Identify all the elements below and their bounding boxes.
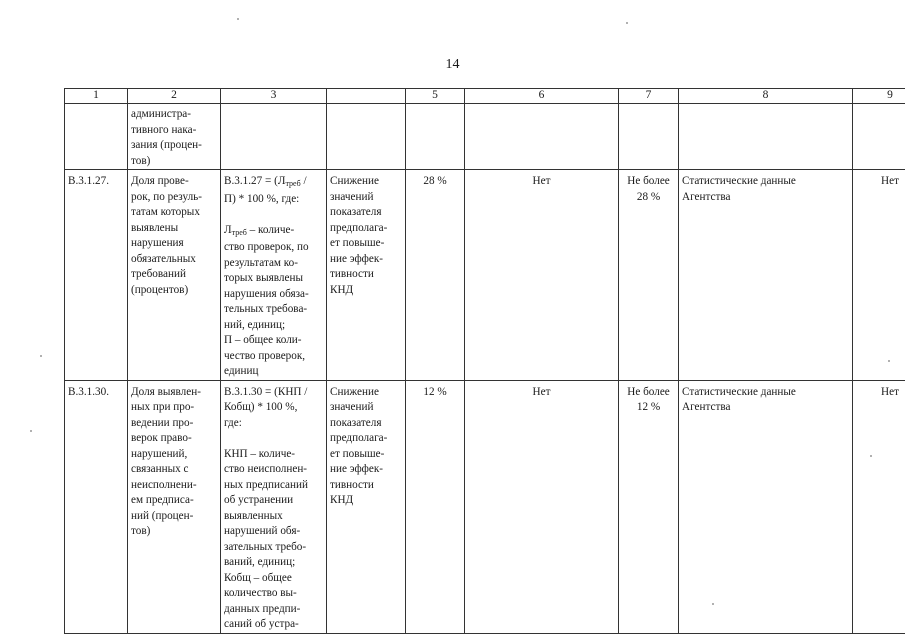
formula-text: / П) * 100 %, где: [224, 175, 307, 205]
column-header: 6 [465, 89, 619, 104]
cell-col6: Нет [465, 170, 619, 381]
cell-source: Статистические данные Агентства [679, 380, 853, 633]
column-header [327, 89, 406, 104]
column-header: 9 [853, 89, 905, 104]
cell-indicator-name: Доля прове- рок, по резуль- татам которых выявлены нарушения обязательных требований (процентов) [128, 170, 221, 381]
cell-col6: Нет [465, 380, 619, 633]
cell-source: Статистические данные Агентства [679, 170, 853, 381]
formula-definition: Кобщ – общее количество вы- данных предпи- саний об устра- [224, 571, 301, 630]
cell-base-value: 12 % [406, 380, 465, 633]
cell-note [327, 104, 406, 170]
scan-speck [626, 22, 628, 24]
column-header: 1 [65, 89, 128, 104]
cell-col9: Нет [853, 380, 905, 633]
cell-base-value [406, 104, 465, 170]
scan-speck [237, 18, 239, 20]
formula-subscript: треб [285, 179, 301, 188]
scan-speck [870, 455, 872, 457]
column-header: 7 [619, 89, 679, 104]
table-row [65, 170, 905, 381]
scan-speck [30, 430, 32, 432]
formula-definition: П – общее коли- чество проверок, единиц [224, 334, 306, 377]
cell-code [65, 104, 128, 170]
formula-definition: – количе- ство проверок, по результатам ко- торых выявлены нарушения обяза- тельных требова- ний, единиц; [224, 223, 309, 331]
cell-col6 [465, 104, 619, 170]
cell-formula [221, 380, 327, 633]
scan-speck [888, 360, 890, 362]
cell-target: Не более 28 % [619, 170, 679, 381]
cell-source [679, 104, 853, 170]
header-row [65, 89, 905, 104]
indicators-table [64, 88, 905, 634]
page-number: 14 [445, 57, 460, 72]
cell-note: Снижение значений показателя предполага- ет повыше- ние эффек- тивности КНД [327, 380, 406, 633]
formula-definition: КНП – количе- ство неисполнен- ных предписаний об устранении выявленных нарушений обя- зательных требо- ваний, единиц; [224, 447, 308, 568]
cell-col9 [853, 104, 905, 170]
column-header: 8 [679, 89, 853, 104]
formula-text: В.3.1.30 = (КНП / Кобщ) * 100 %, где: [224, 385, 308, 429]
column-header: 2 [128, 89, 221, 104]
cell-formula [221, 170, 327, 381]
scan-speck [40, 355, 42, 357]
cell-col9: Нет [853, 170, 905, 381]
formula-subscript: треб [231, 227, 247, 237]
cell-code: В.3.1.30. [65, 380, 128, 633]
cell-formula [221, 104, 327, 170]
cell-indicator-name: администра- тивного нака- зания (процен- тов) [128, 104, 221, 170]
cell-target [619, 104, 679, 170]
cell-base-value: 28 % [406, 170, 465, 381]
cell-indicator-name: Доля выявлен- ных при про- ведении про- верок право- нарушений, связанных с неисполнени- ем предписа- ний (процен- тов) [128, 380, 221, 633]
cell-code: В.3.1.27. [65, 170, 128, 381]
table-row [65, 380, 905, 633]
formula-text: В.3.1.27 = (Л [224, 175, 286, 187]
cell-target: Не более 12 % [619, 380, 679, 633]
formula-variable: Л [224, 223, 232, 236]
column-header: 5 [406, 89, 465, 104]
scan-speck [712, 603, 714, 605]
cell-note: Снижение значений показателя предполага- ет повыше- ние эффек- тивности КНД [327, 170, 406, 381]
column-header: 3 [221, 89, 327, 104]
table-row [65, 104, 905, 170]
